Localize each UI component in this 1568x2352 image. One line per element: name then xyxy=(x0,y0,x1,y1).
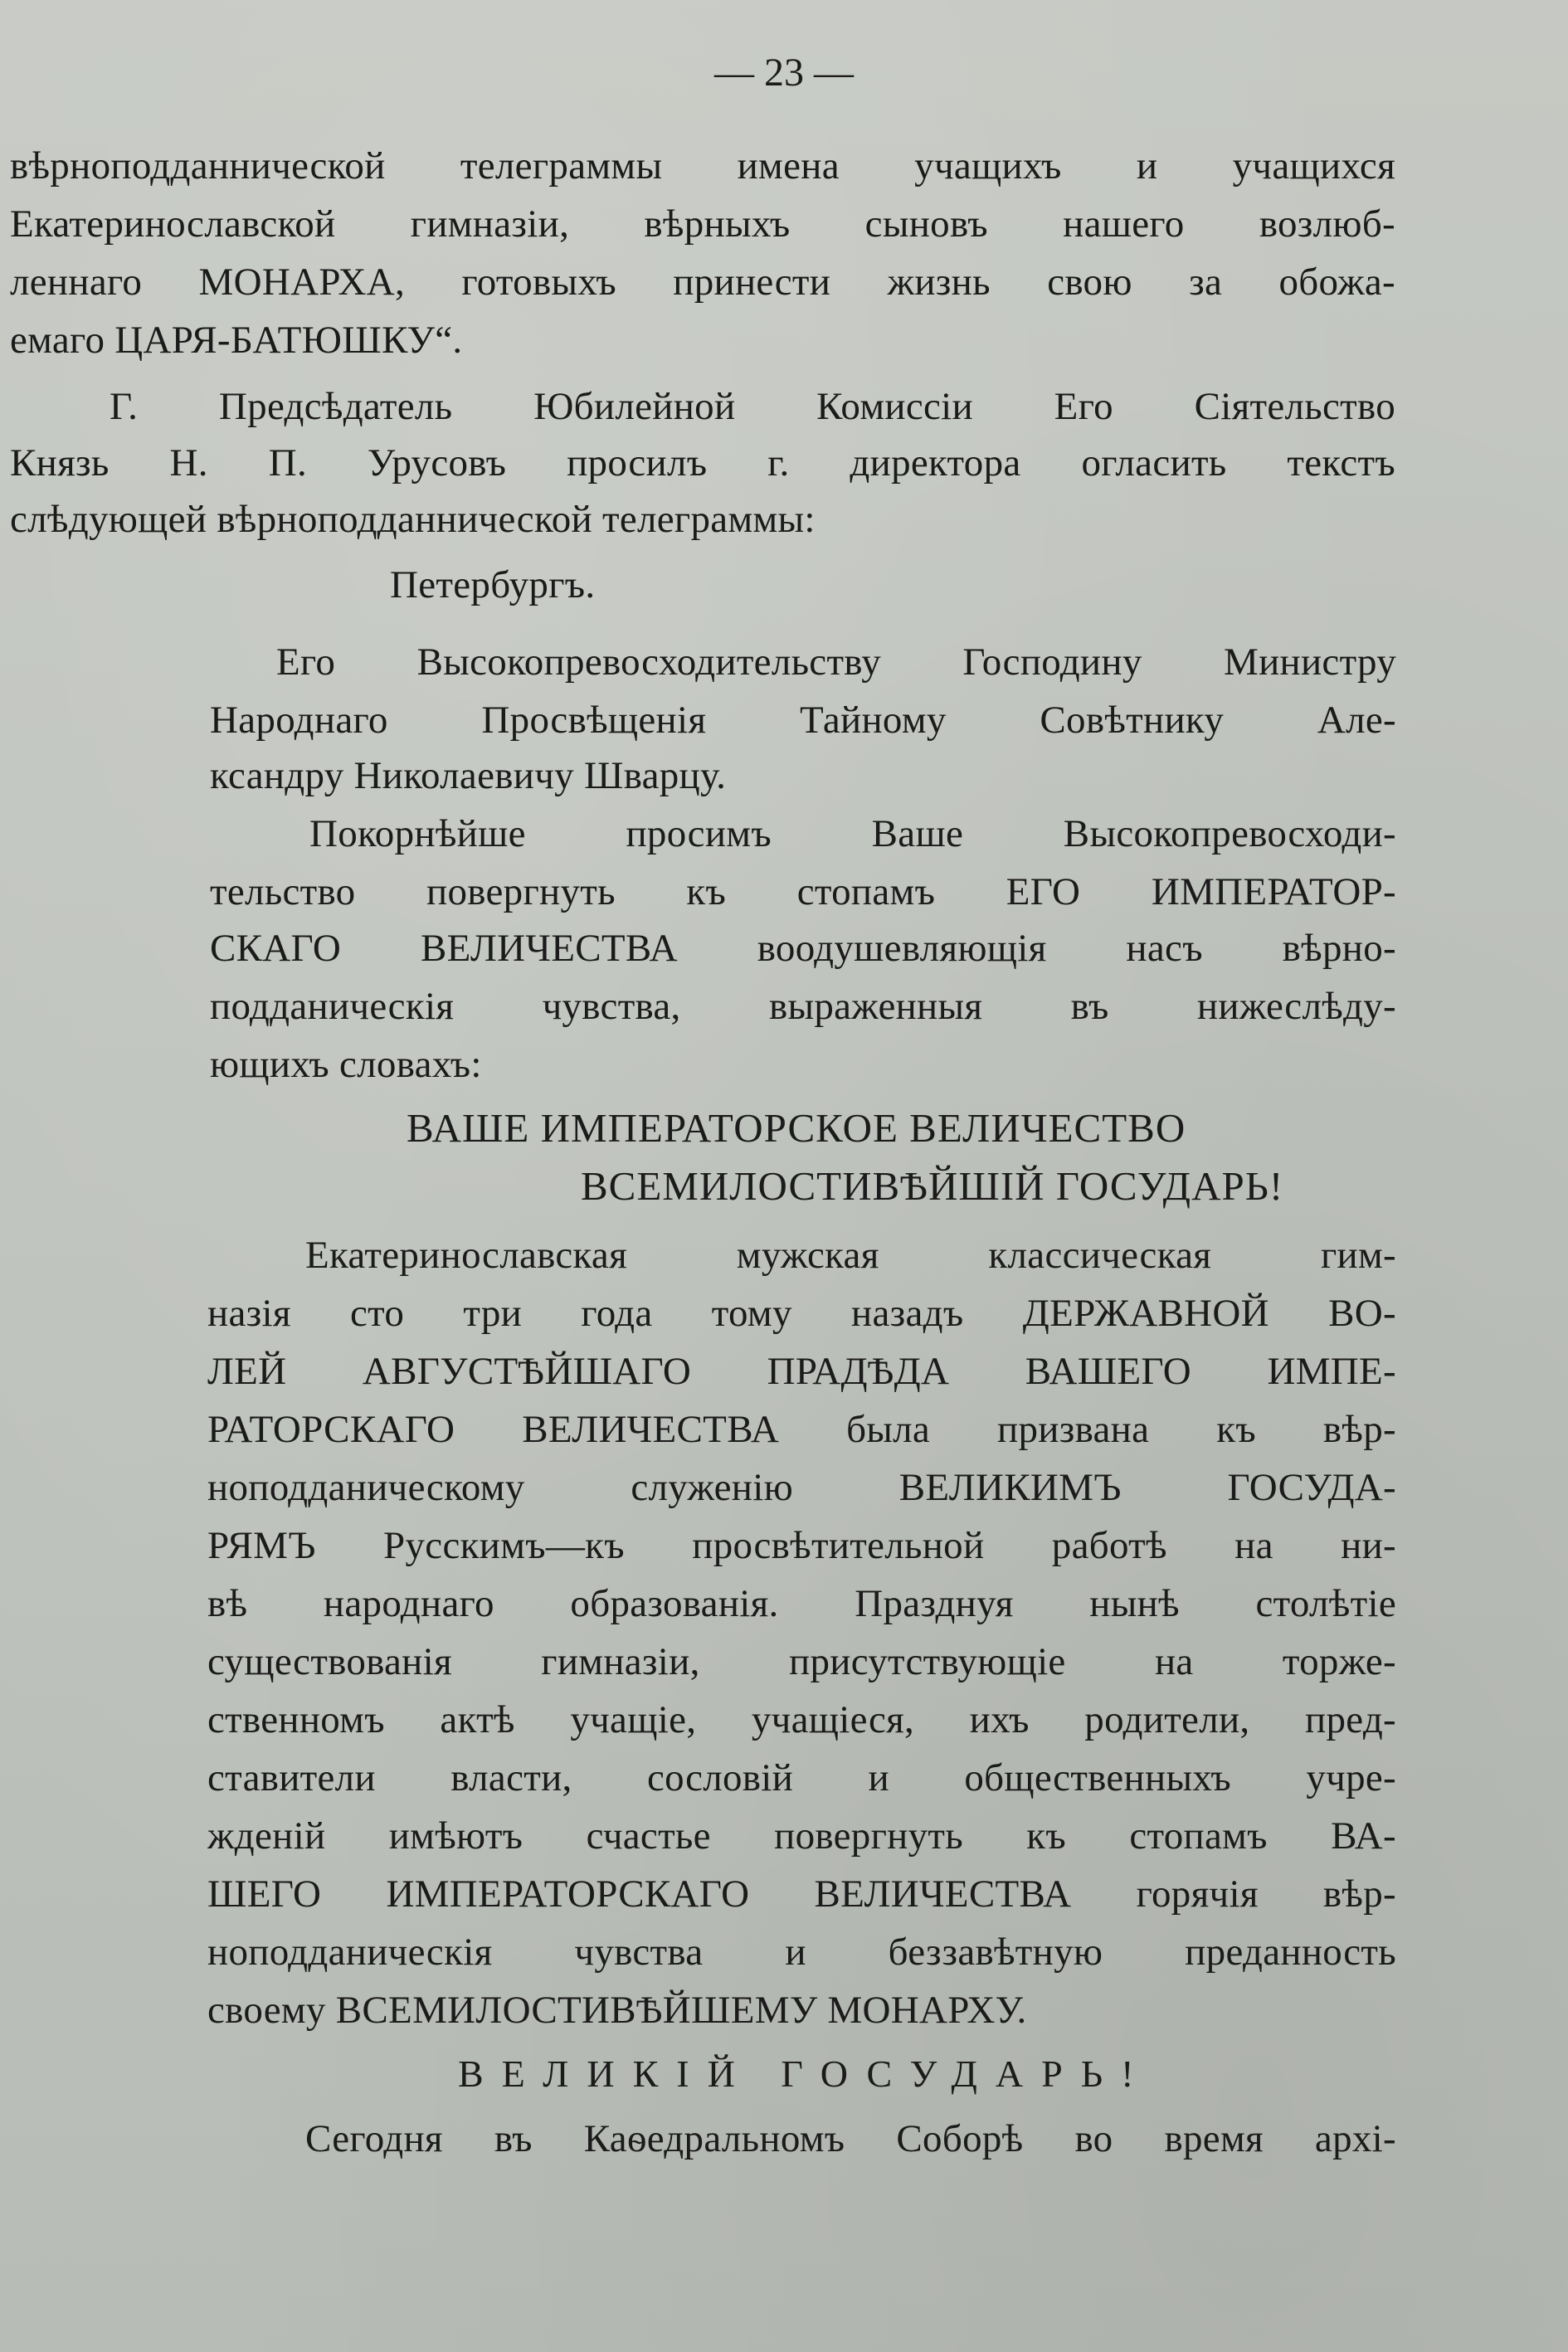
text-line: ноподданическому служенію ВЕЛИКИМЪ ГОСУДА- xyxy=(207,1466,1396,1509)
text-line: ксандру Николаевичу Шварцу. xyxy=(210,754,727,797)
text-line: Екатеринославской гимназіи, вѣрныхъ сыновъ нашего возлюб- xyxy=(10,202,1395,246)
text-line: СКАГО ВЕЛИЧЕСТВА воодушевляющія насъ вѣрно- xyxy=(210,927,1396,970)
text-line: ШЕГО ИМПЕРАТОРСКАГО ВЕЛИЧЕСТВА горячія вѣр- xyxy=(207,1872,1396,1916)
page-number: — 23 — xyxy=(714,51,854,95)
text-line: Его Высокопревосходительству Господину Министру xyxy=(276,640,1396,684)
text-line: Народнаго Просвѣщенія Тайному Совѣтнику Але- xyxy=(210,699,1396,742)
text-line: Екатеринославская мужская классическая гим- xyxy=(305,1234,1396,1277)
text-line: Покорнѣйше просимъ Ваше Высокопревосходи- xyxy=(309,812,1396,855)
text-line: тельство повергнуть къ стопамъ ЕГО ИМПЕРАТОР- xyxy=(210,870,1396,913)
text-line: ставители власти, сословій и общественныхъ учре- xyxy=(207,1756,1396,1799)
text-line: РЯМЪ Русскимъ—къ просвѣтительной работѣ на ни- xyxy=(207,1524,1396,1567)
text-line: ственномъ актѣ учащіе, учащіеся, ихъ родители, пред- xyxy=(207,1698,1396,1741)
salutation-line-2: ВСЕМИЛОСТИВѢЙШІЙ ГОСУДАРЬ! xyxy=(581,1163,1284,1209)
text-line: существованія гимназіи, присутствующіе на торже- xyxy=(207,1640,1396,1683)
text-line: емаго ЦАРЯ-БАТЮШКУ“. xyxy=(10,319,463,362)
text-line: Князь Н. П. Урусовъ просилъ г. директора огласить текстъ xyxy=(10,441,1395,485)
text-line: леннаго МОНАРХА, готовыхъ принести жизнь свою за обожа- xyxy=(10,261,1395,304)
text-line: ноподданическія чувства и беззавѣтную преданность xyxy=(207,1931,1396,1974)
text-line: слѣдующей вѣрноподданнической телеграммы: xyxy=(10,498,816,541)
text-line: назія сто три года тому назадъ ДЕРЖАВНОЙ ВО- xyxy=(207,1292,1396,1335)
final-line: Сегодня въ Каѳедральномъ Соборѣ во время архі- xyxy=(305,2117,1396,2160)
text-line: Г. Предсѣдатель Юбилейной Комиссіи Его Сіятельство xyxy=(110,385,1395,428)
text-line: ЛЕЙ АВГУСТѢЙШАГО ПРАДѢДА ВАШЕГО ИМПЕ- xyxy=(207,1350,1396,1393)
salutation-line-1: ВАШЕ ИМПЕРАТОРСКОЕ ВЕЛИЧЕСТВО xyxy=(407,1105,1186,1151)
text-line: своему ВСЕМИЛОСТИВѢЙШЕМУ МОНАРХУ. xyxy=(207,1989,1027,2032)
text-line: вѣрноподданнической телеграммы имена учащихъ и учащихся xyxy=(10,144,1395,187)
text-line: жденій имѣютъ счастье повергнуть къ стопамъ ВА- xyxy=(207,1814,1396,1858)
text-line: подданическія чувства, выраженныя въ нижеслѣду- xyxy=(210,985,1396,1028)
text-line: РАТОРСКАГО ВЕЛИЧЕСТВА была призвана къ вѣр- xyxy=(207,1408,1396,1451)
text-line: вѣ народнаго образованія. Празднуя нынѣ столѣтіе xyxy=(207,1582,1396,1625)
text-line: ющихъ словахъ: xyxy=(210,1043,482,1086)
telegram-city: Петербургъ. xyxy=(390,563,596,606)
heading-great-sovereign: ВЕЛИКІЙ ГОСУДАРЬ! xyxy=(458,2053,1152,2095)
